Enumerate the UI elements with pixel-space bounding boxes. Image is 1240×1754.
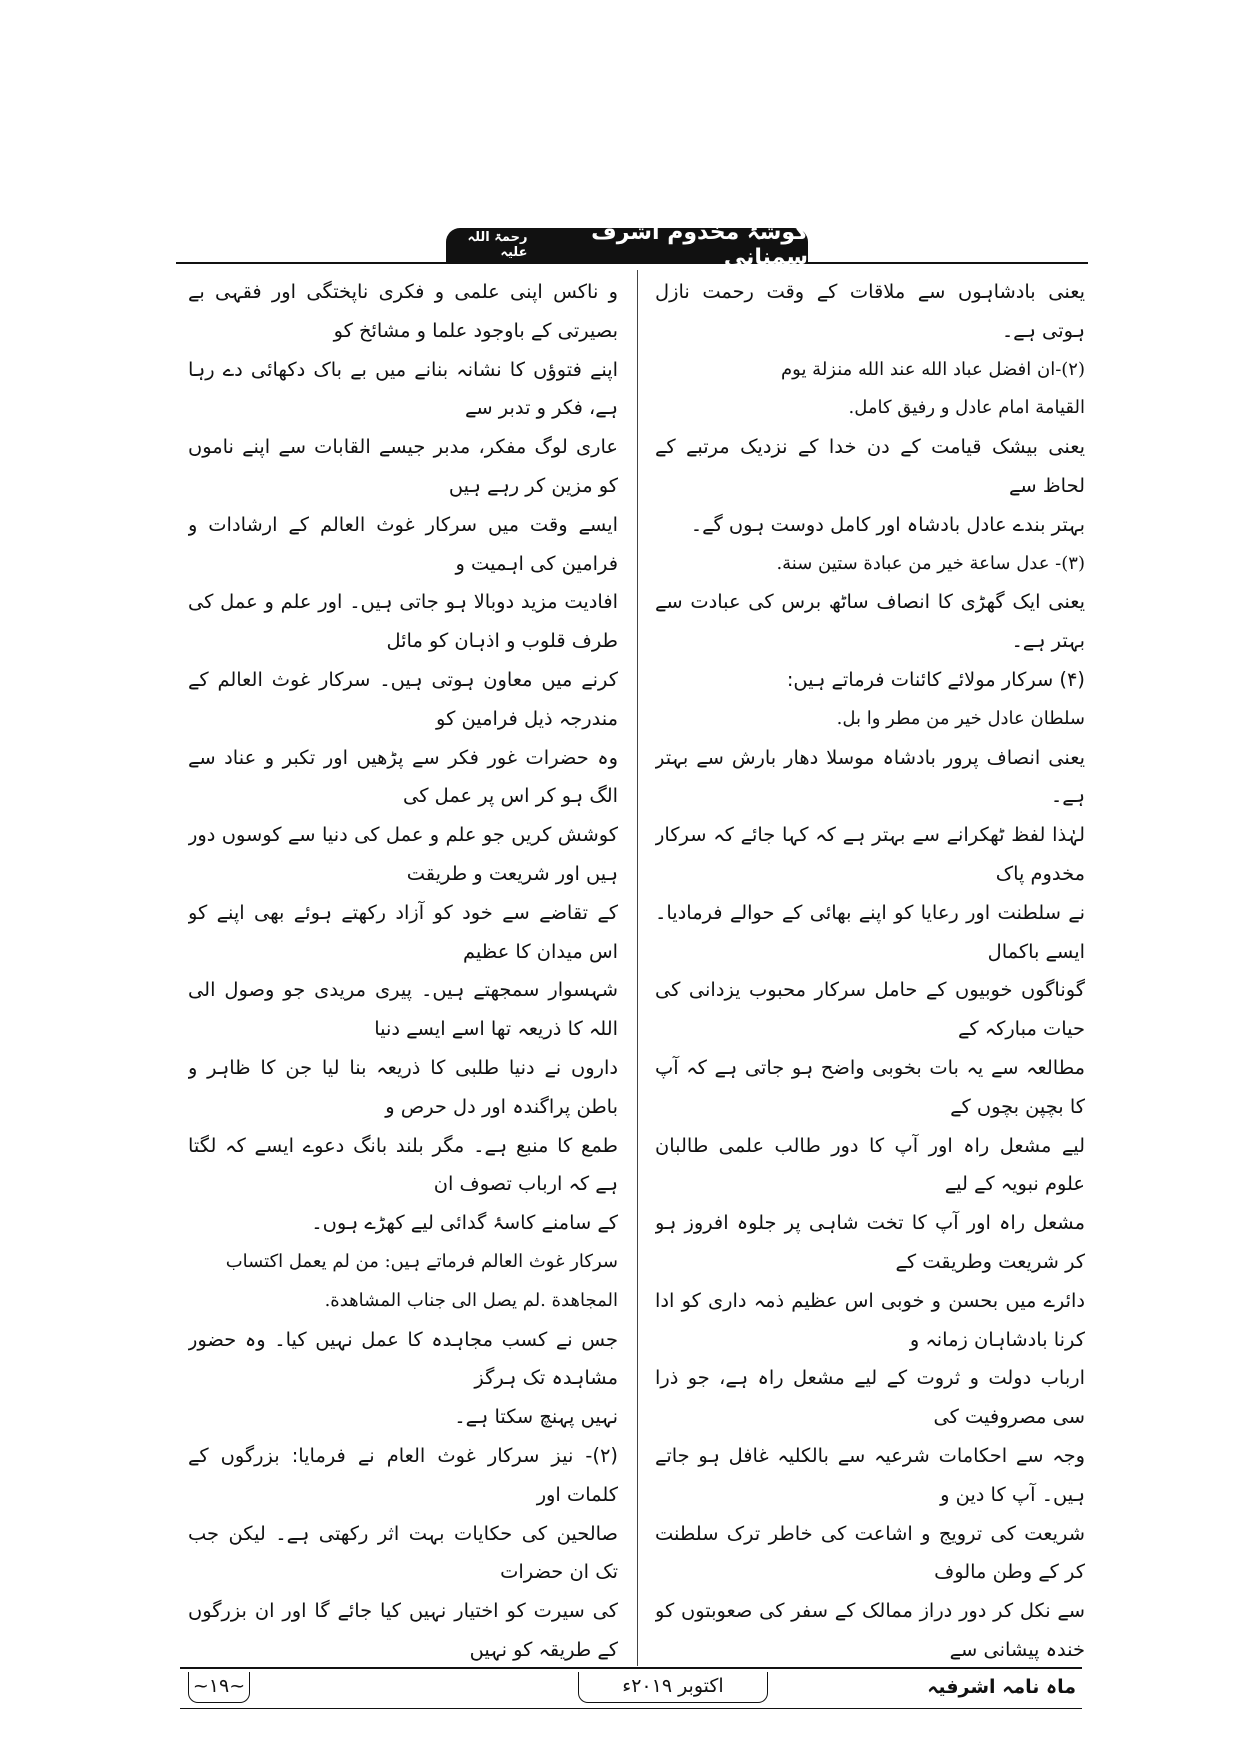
section-title-banner bbox=[446, 220, 808, 270]
text-line: کے تقاضے سے خود کو آزاد رکھتے ہوئے بھی اپنے کو اس میدان کا عظیم bbox=[188, 900, 618, 963]
text-line: عاری لوگ مفکر، مدبر جیسے القابات سے اپنے ناموں کو مزین کر رہے ہیں bbox=[188, 435, 618, 497]
text-line: طمع کا منبع ہے۔ مگر بلند بانگ دعوے ایسے کہ لگتا ہے کہ ارباب تصوف ان bbox=[188, 1133, 618, 1196]
text-line: گوناگوں خوبیوں کے حامل سرکار محبوب یزدانی کی حیات مبارکہ کے bbox=[655, 978, 1085, 1041]
arabic-line: المجاهدة .لم يصل الى جناب المشاهدة. bbox=[324, 1289, 618, 1311]
text-line: وہ حضرات غور فکر سے پڑھیں اور تکبر و عناد سے الگ ہو کر اس پر عمل کی bbox=[188, 745, 618, 808]
text-line: کے سامنے کاسۂ گدائی لیے کھڑے ہوں۔ bbox=[311, 1211, 618, 1235]
right-column bbox=[655, 273, 1085, 1663]
text-line: مشعل راہ اور آپ کا تخت شاہی پر جلوہ افروز ہو کر شریعت وطریقت کے bbox=[655, 1211, 1085, 1273]
arabic-line: (۳)- عدل ساعة خير من عبادة ستين سنة. bbox=[776, 552, 1085, 574]
text-line: ارباب دولت و ثروت کے لیے مشعل راہ ہے، جو ذرا سی مصروفیت کی bbox=[655, 1366, 1085, 1429]
text-line: لہٰذا لفظ ٹھکرانے سے بہتر ہے کہ کہا جائے کہ سرکار مخدوم پاک bbox=[655, 823, 1085, 885]
left-column bbox=[188, 273, 618, 1663]
section-header bbox=[176, 220, 1088, 270]
footer-rule-top bbox=[180, 1667, 1082, 1669]
text-line: (۴) سرکار مولائے کائنات فرماتے ہیں: bbox=[786, 667, 1085, 691]
text-line: یعنی بادشاہوں سے ملاقات کے وقت رحمت نازل ہوتی ہے۔ bbox=[655, 280, 1085, 342]
text-line: صالحین کی حکایات بہت اثر رکھتی ہے۔ لیکن جب تک ان حضرات bbox=[188, 1521, 618, 1584]
footer-rule-bottom bbox=[180, 1708, 1082, 1709]
text-line: جس نے کسب مجاہدہ کا عمل نہیں کیا۔ وہ حضور مشاہدہ تک ہرگز bbox=[188, 1327, 618, 1390]
magazine-name: ماہ نامہ اشرفیہ bbox=[927, 1676, 1076, 1698]
text-line: کرنے میں معاون ہوتی ہیں۔ سرکار غوث العالم کے مندرجہ ذیل فرامین کو bbox=[188, 667, 618, 730]
text-line: سے نکل کر دور دراز ممالک کے سفر کی صعوبتوں کو خندہ پیشانی سے bbox=[655, 1599, 1085, 1661]
text-line: بہتر بندے عادل بادشاہ اور کامل دوست ہوں گے۔ bbox=[690, 512, 1085, 536]
text-line: لیے مشعل راہ اور آپ کا دور طالب علمی طالبان علوم نبویہ کے لیے bbox=[655, 1133, 1085, 1196]
arabic-line: سلطان عادل خير من مطر وا بل. bbox=[836, 707, 1085, 729]
page-footer bbox=[180, 1672, 1082, 1708]
issue-date: اکتوبر ۲۰۱۹ء bbox=[578, 1672, 768, 1703]
text-line: مطالعہ سے یہ بات بخوبی واضح ہو جاتی ہے کہ آپ کا بچپن بچوں کے bbox=[655, 1055, 1085, 1118]
page-number: ~۱۹~ bbox=[188, 1672, 250, 1703]
text-line: ایسے وقت میں سرکار غوث العالم کے ارشادات و فرامین کی اہمیت و bbox=[188, 512, 618, 575]
text-line: و ناکس اپنی علمی و فکری ناپختگی اور فقہی بے بصیرتی کے باوجود علما و مشائخ کو bbox=[188, 280, 618, 342]
text-line: شہسوار سمجھتے ہیں۔ پیری مریدی جو وصول الی اللہ کا ذریعہ تھا اسے ایسے دنیا bbox=[188, 978, 618, 1041]
text-line: نے سلطنت اور رعایا کو اپنے بھائی کے حوالے فرمادیا۔ ایسے باکمال bbox=[655, 900, 1085, 963]
column-divider bbox=[637, 270, 638, 1666]
text-line: یعنی ایک گھڑی کا انصاف ساٹھ برس کی عبادت سے بہتر ہے۔ bbox=[655, 590, 1085, 653]
text-line: کی سیرت کو اختیار نہیں کیا جائے گا اور ان بزرگوں کے طریقہ کو نہیں bbox=[188, 1599, 618, 1661]
text-line: داروں نے دنیا طلبی کا ذریعہ بنا لیا جن کا ظاہر و باطن پراگندہ اور دل حرص و bbox=[188, 1055, 618, 1118]
honorific-mark: رحمۃ اللہ علیہ bbox=[467, 230, 528, 260]
arabic-line: سرکار غوث العالم فرماتے ہیں: من لم يعمل اكتساب bbox=[225, 1250, 618, 1272]
text-line: یعنی بیشک قیامت کے دن خدا کے نزدیک مرتبے کے لحاظ سے bbox=[655, 435, 1085, 497]
text-line: (۲)- نیز سرکار غوث العام نے فرمایا: بزرگوں کے کلمات اور bbox=[188, 1443, 618, 1506]
text-line: یعنی انصاف پرور بادشاہ موسلا دھار بارش سے بہتر ہے۔ bbox=[655, 745, 1085, 808]
text-line: کوشش کریں جو علم و عمل کی دنیا سے کوسوں دور ہیں اور شریعت و طریقت bbox=[188, 823, 618, 885]
text-line: اپنے فتوؤں کا نشانہ بنانے میں بے باک دکھائی دے رہا ہے، فکر و تدبر سے bbox=[188, 357, 618, 420]
text-line: نہیں پہنچ سکتا ہے۔ bbox=[454, 1405, 618, 1429]
arabic-line: القيامة امام عادل و رفيق كامل. bbox=[848, 397, 1085, 419]
section-title: گوشۂ مخدوم اشرف سمنانی bbox=[591, 220, 808, 270]
text-line: وجہ سے احکامات شرعیہ سے بالکلیہ غافل ہو جاتے ہیں۔ آپ کا دین و bbox=[655, 1443, 1085, 1506]
text-line: افادیت مزید دوبالا ہو جاتی ہیں۔ اور علم و عمل کی طرف قلوب و اذہان کو مائل bbox=[188, 590, 618, 653]
arabic-line: (۲)-ان افضل عباد الله عند الله منزلة يوم bbox=[781, 358, 1085, 380]
text-line: شریعت کی ترویج و اشاعت کی خاطر ترک سلطنت کر کے وطن مالوف bbox=[655, 1521, 1085, 1584]
text-line: دائرے میں بحسن و خوبی اس عظیم ذمہ داری کو ادا کرنا بادشاہان زمانہ و bbox=[655, 1288, 1085, 1351]
